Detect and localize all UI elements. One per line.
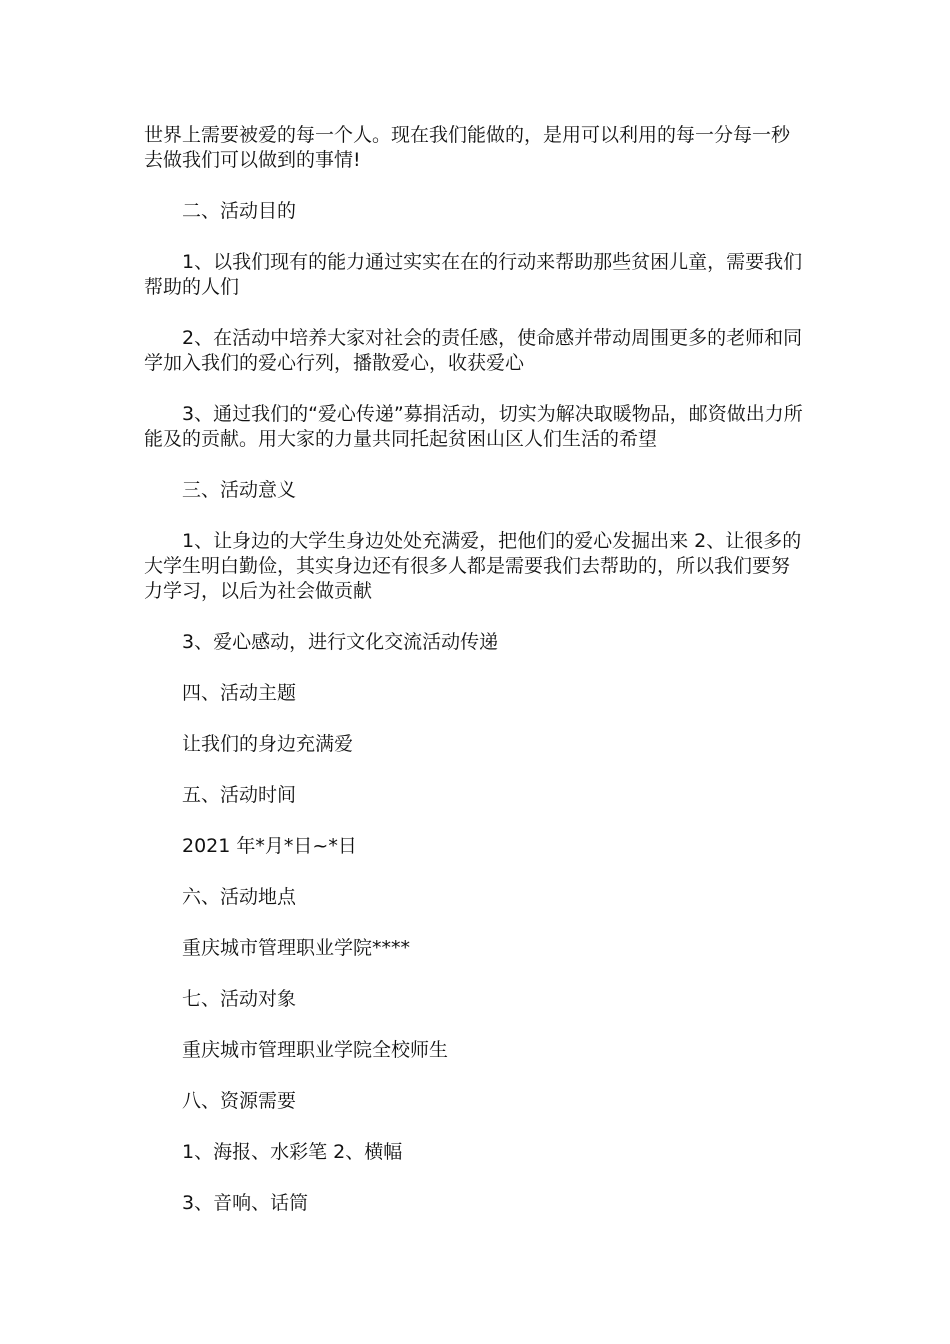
- significance-item-1-2: 1、让身边的大学生身边处处充满爱，把他们的爱心发掘出来 2、让很多的大学生明白勤俭，其实身边还有很多人都是需要我们去帮助的，所以我们要努力学习，以后为社会做贡献: [144, 530, 802, 602]
- significance-item-3: 3、爱心感动，进行文化交流活动传递: [182, 631, 499, 653]
- heading-activity-theme: 四、活动主题: [182, 682, 297, 704]
- resource-item-1-2: 1、海报、水彩笔 2、横幅: [182, 1141, 403, 1163]
- heading-activity-time: 五、活动时间: [182, 784, 297, 806]
- activity-time-text: 2021 年*月*日~*日: [182, 835, 357, 857]
- heading-activity-significance: 三、活动意义: [182, 479, 297, 501]
- heading-activity-purpose: 二、活动目的: [182, 200, 297, 222]
- purpose-item-2: 2、在活动中培养大家对社会的责任感，使命感并带动周围更多的老师和同学加入我们的爱心行列，播散爱心，收获爱心: [144, 327, 803, 374]
- heading-activity-target: 七、活动对象: [182, 988, 297, 1010]
- purpose-item-1: 1、以我们现有的能力通过实实在在的行动来帮助那些贫困儿童，需要我们帮助的人们: [144, 251, 803, 298]
- activity-theme-text: 让我们的身边充满爱: [182, 733, 354, 755]
- purpose-item-3: 3、通过我们的“爱心传递”募捐活动，切实为解决取暖物品，邮资做出力所能及的贡献。用大家的力量共同托起贫困山区人们生活的希望: [144, 403, 803, 450]
- heading-resource-needs: 八、资源需要: [182, 1090, 297, 1112]
- document-body: [144, 123, 808, 1242]
- heading-activity-location: 六、活动地点: [182, 886, 297, 908]
- paragraph-intro-continuation: 世界上需要被爱的每一个人。现在我们能做的，是用可以利用的每一分每一秒去做我们可以做到的事情!: [144, 124, 791, 171]
- resource-item-3: 3、音响、话筒: [182, 1192, 309, 1214]
- activity-location-text: 重庆城市管理职业学院****: [182, 937, 411, 959]
- activity-target-text: 重庆城市管理职业学院全校师生: [182, 1039, 449, 1061]
